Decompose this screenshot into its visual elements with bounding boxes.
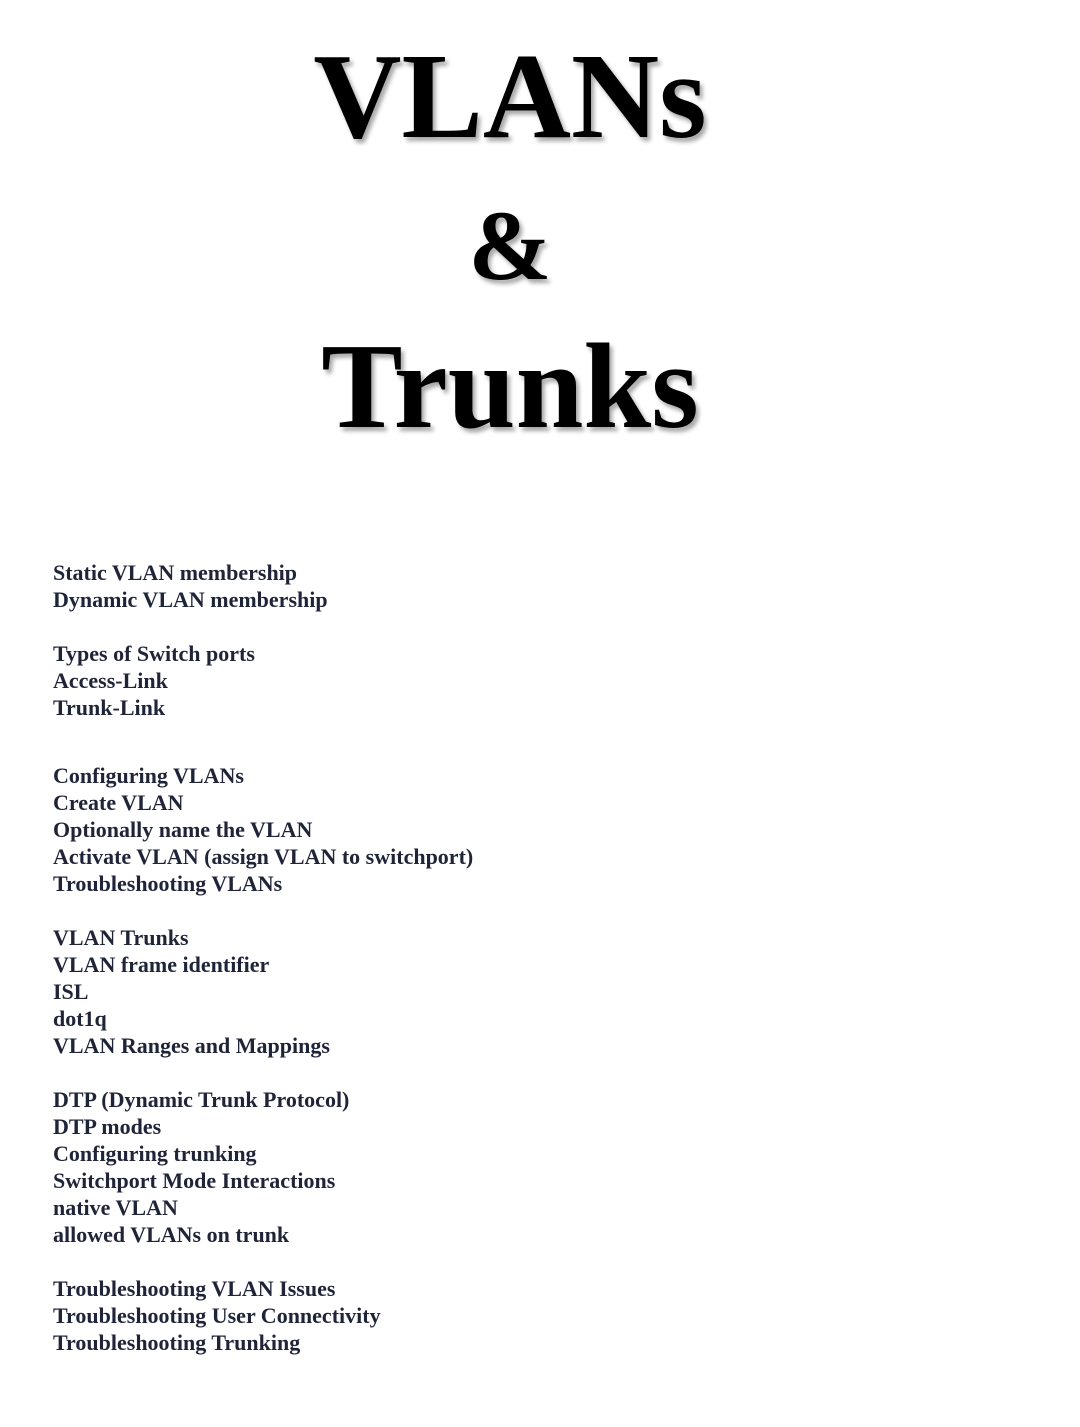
topic-item: Access-Link bbox=[53, 668, 168, 693]
topic-item: VLAN Ranges and Mappings bbox=[53, 1033, 330, 1058]
topic-group-switch-ports bbox=[53, 640, 1033, 721]
topic-item: Create VLAN bbox=[53, 790, 184, 815]
topic-list bbox=[53, 559, 1033, 1383]
topic-item: DTP modes bbox=[53, 1114, 162, 1139]
topic-item: Configuring VLANs bbox=[53, 763, 244, 788]
topic-item: Configuring trunking bbox=[53, 1141, 257, 1166]
topic-item: Troubleshooting VLANs bbox=[53, 871, 283, 896]
topic-item: Types of Switch ports bbox=[53, 641, 255, 666]
topic-group-dtp bbox=[53, 1086, 1033, 1248]
topic-group-troubleshooting bbox=[53, 1275, 1033, 1356]
topic-item: Switchport Mode Interactions bbox=[53, 1168, 336, 1193]
topic-item: Static VLAN membership bbox=[53, 560, 298, 585]
topic-item: VLAN frame identifier bbox=[53, 952, 270, 977]
topic-item: DTP (Dynamic Trunk Protocol) bbox=[53, 1087, 350, 1112]
topic-item: ISL bbox=[53, 979, 89, 1004]
topic-item: Troubleshooting Trunking bbox=[53, 1330, 301, 1355]
topic-group-membership bbox=[53, 559, 1033, 613]
topic-item: VLAN Trunks bbox=[53, 925, 189, 950]
title-line-trunks: Trunks bbox=[321, 319, 699, 454]
topic-group-configuring bbox=[53, 762, 1033, 897]
topic-item: Trunk-Link bbox=[53, 695, 166, 720]
topic-item: Dynamic VLAN membership bbox=[53, 587, 328, 612]
topic-item: Activate VLAN (assign VLAN to switchport) bbox=[53, 844, 474, 869]
topic-item: Troubleshooting User Connectivity bbox=[53, 1303, 381, 1328]
topic-item: allowed VLANs on trunk bbox=[53, 1222, 290, 1247]
topic-group-trunks bbox=[53, 924, 1033, 1059]
topic-item: Troubleshooting VLAN Issues bbox=[53, 1276, 336, 1301]
topic-item: native VLAN bbox=[53, 1195, 178, 1220]
topic-item: Optionally name the VLAN bbox=[53, 817, 313, 842]
title-line-vlans: VLANs bbox=[313, 29, 707, 164]
topic-item: dot1q bbox=[53, 1006, 107, 1031]
title-line-ampersand: & bbox=[468, 190, 552, 301]
